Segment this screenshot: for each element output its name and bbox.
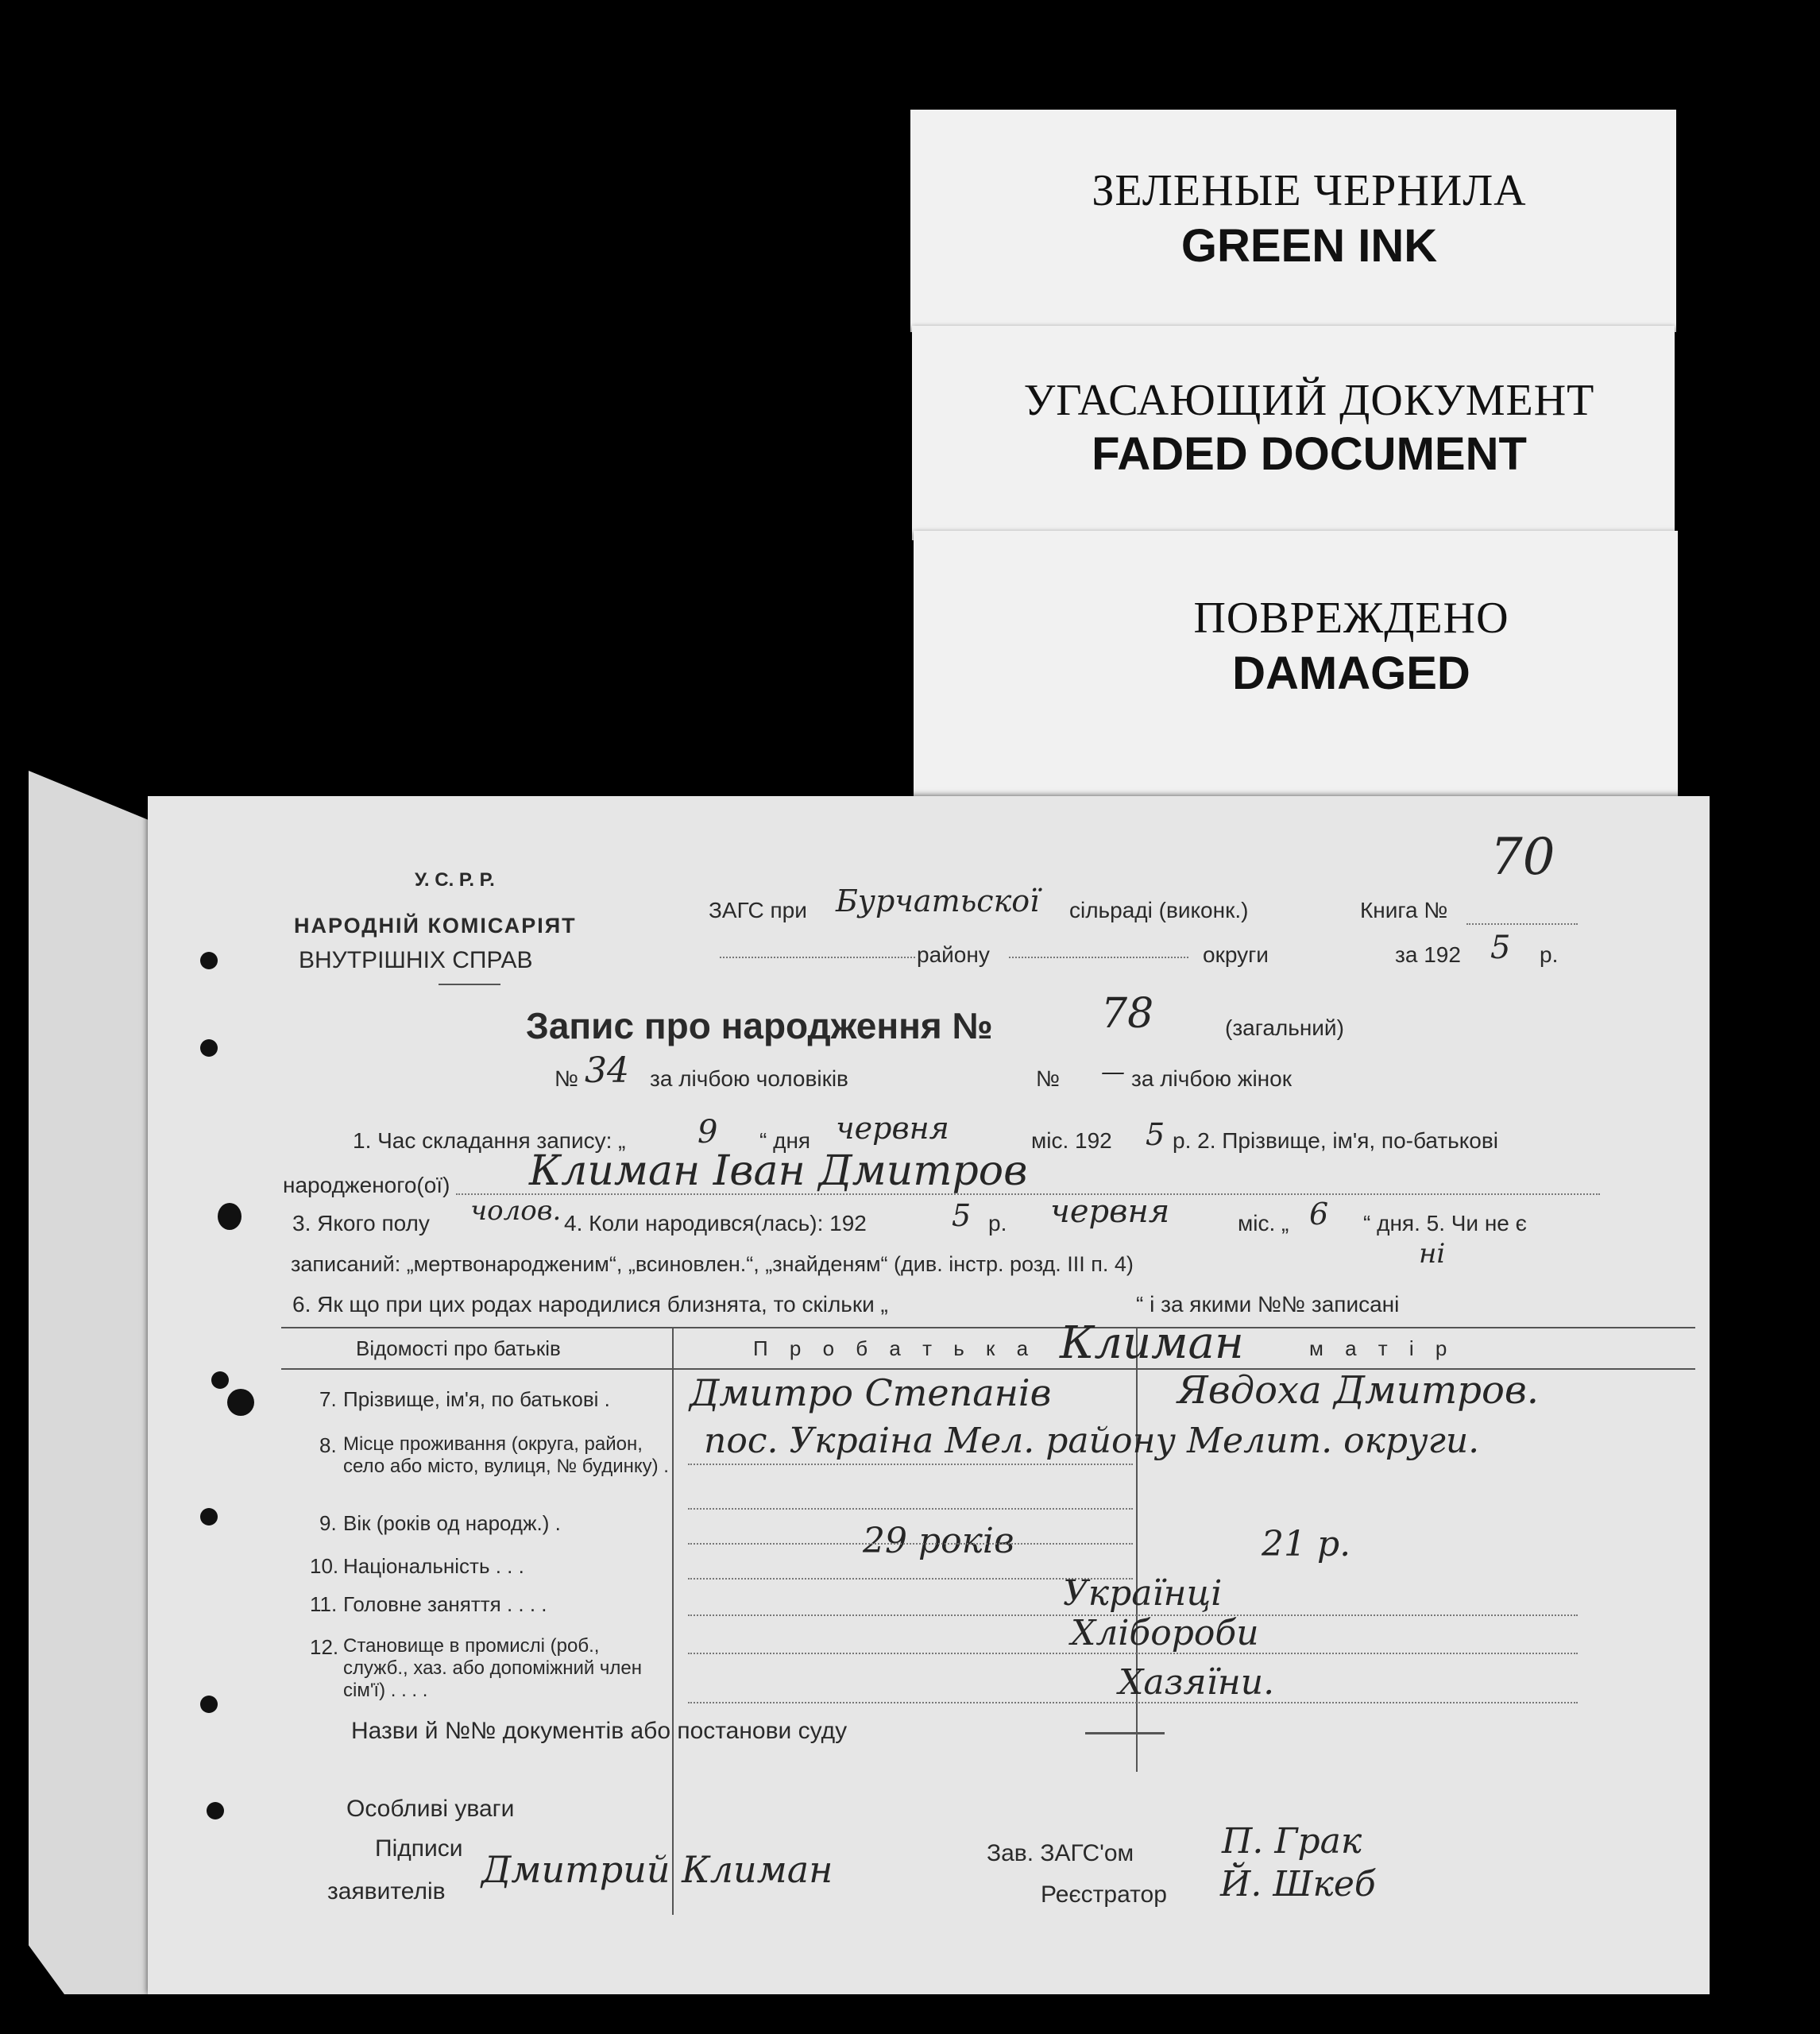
green-ink-label: [910, 110, 1676, 332]
binding-hole: [211, 1371, 229, 1389]
men-number-value: 34: [585, 1050, 629, 1091]
faded-en: FADED DOCUMENT: [1092, 428, 1527, 480]
previous-page-edge: [29, 771, 148, 1994]
nationality: Українці: [1063, 1573, 1223, 1614]
table-col-info: Відомості про батьків: [356, 1336, 561, 1360]
applicant-signature: Дмитрий Климан: [481, 1848, 833, 1891]
line1-year-label: міс. 192: [1031, 1128, 1112, 1153]
row8-label: Місце проживання (округа, район, село або місто, вулиця, № будинку) .: [343, 1433, 669, 1477]
line3-label: 3. Якого полу: [292, 1211, 430, 1235]
row11-number: 11.: [310, 1592, 338, 1616]
row10-number: 10.: [310, 1554, 339, 1578]
signatures-label-2: заявителів: [327, 1878, 446, 1904]
green-ink-ru: ЗЕЛЕНЫЕ ЧЕРНИЛА: [1092, 166, 1527, 215]
commissariat-line-2: ВНУТРІШНІХ СПРАВ: [299, 947, 533, 973]
binding-hole: [227, 1389, 254, 1416]
year-value: 5: [1490, 930, 1511, 966]
line1-day: 9: [697, 1114, 718, 1150]
faded-ru: УГАСАЮЩИЙ ДОКУМЕНТ: [1023, 376, 1595, 425]
commissariat-line-1: НАРОДНІЙ КОМІСАРІЯТ: [294, 914, 577, 938]
damaged-en: DAMAGED: [1232, 648, 1470, 699]
line1-tail: р. 2. Прізвище, ім'я, по-батькові: [1173, 1128, 1498, 1153]
row9-number: 9.: [319, 1511, 337, 1535]
row12-number: 12.: [310, 1635, 339, 1659]
year-suffix: р.: [1540, 942, 1559, 967]
occupation: Хлібороби: [1071, 1613, 1259, 1653]
registrar-label: Реєстратор: [1041, 1881, 1167, 1908]
row7-number: 7.: [319, 1387, 337, 1411]
record-general: (загальний): [1225, 1015, 1344, 1040]
zav-signature: П. Грак: [1222, 1821, 1362, 1862]
table-col-father: П р о б а т ь к а: [753, 1336, 1037, 1360]
table-col-mother: м а т і р: [1309, 1336, 1455, 1360]
birth-year: 5: [952, 1198, 972, 1233]
zags-prefix: ЗАГС при: [709, 898, 807, 922]
docs-label: Назви й №№ документів або постанови суду: [351, 1718, 848, 1744]
line5-tail: “ і за якими №№ записані: [1136, 1292, 1400, 1317]
mother-age: 21 р.: [1262, 1524, 1351, 1564]
father-age: 29 років: [863, 1521, 1014, 1561]
damaged-ru: ПОВРЕЖДЕНО: [1193, 594, 1509, 643]
child-name: Климан Іван Дмитров: [529, 1147, 1028, 1195]
year-prefix: за 192: [1395, 942, 1461, 967]
line1-label: 1. Час складання запису: „: [353, 1128, 626, 1153]
line4-value: ні: [1419, 1238, 1446, 1270]
line2-label: народженого(ої): [283, 1173, 450, 1197]
row11-label: Головне заняття . . . .: [343, 1592, 547, 1616]
green-ink-en: GREEN INK: [1180, 220, 1438, 272]
line3-tail: “ дня. 5. Чи не є: [1363, 1211, 1527, 1235]
women-number-prefix: №: [1036, 1066, 1061, 1091]
binding-hole: [200, 1696, 218, 1713]
signatures-label-1: Підписи: [375, 1835, 463, 1862]
line3-month-suffix: міс. „: [1238, 1211, 1289, 1235]
line1-day-suffix: “ дня: [759, 1128, 811, 1153]
row8-number: 8.: [319, 1433, 337, 1457]
birth-day: 6: [1309, 1197, 1329, 1232]
row7-label: Прізвище, ім'я, по батькові .: [343, 1387, 610, 1411]
birth-month: червня: [1050, 1193, 1170, 1230]
birth-record-form: [148, 796, 1710, 1994]
child-sex: чолов.: [470, 1195, 562, 1227]
selradi-label: сільраді (виконк.): [1069, 898, 1249, 922]
line3-birth-label: 4. Коли народився(лась): 192: [564, 1211, 867, 1235]
women-number-value: —: [1101, 1058, 1125, 1086]
women-number-label: за лічбою жінок: [1131, 1066, 1292, 1091]
men-number-label: за лічбою чоловіків: [650, 1066, 848, 1091]
kniga-label: Книга №: [1360, 898, 1448, 922]
row10-label: Національність . . .: [343, 1554, 524, 1578]
damaged-label: [914, 531, 1678, 798]
mother-name: Явдоха Дмитров.: [1177, 1368, 1540, 1413]
rayonu-label: району: [917, 942, 990, 967]
line1-year: 5: [1146, 1117, 1165, 1152]
registrar-signature: Й. Шкеб: [1220, 1864, 1376, 1904]
line5-label: 6. Як що при цих родах народилися близнята, то скільки „: [292, 1292, 888, 1317]
binding-hole: [218, 1203, 242, 1230]
ussr-header: У. С. Р. Р.: [415, 869, 495, 891]
binding-hole: [200, 1039, 218, 1057]
zav-label: Зав. ЗАГС'ом: [987, 1840, 1134, 1866]
kniga-value: 70: [1490, 828, 1555, 887]
parents-surname: Климан: [1060, 1317, 1244, 1369]
faded-document-label: [912, 326, 1675, 540]
men-number-prefix: №: [555, 1066, 579, 1091]
binding-hole: [200, 952, 218, 969]
line4-label: записаний: „мертвонародженим“, „всиновлен.“, „знайденям“ (див. інстр. розд. III п. 4): [291, 1252, 1134, 1276]
notes-label: Особливі уваги: [346, 1796, 515, 1822]
okrugi-label: округи: [1203, 942, 1269, 967]
record-number: 78: [1101, 990, 1154, 1038]
record-title: Запис про народження №: [526, 1005, 993, 1046]
line3-year-suffix: р.: [988, 1211, 1007, 1235]
father-name: Дмитро Степанів: [690, 1371, 1052, 1414]
binding-hole: [200, 1508, 218, 1526]
status-in-industry: Хазяїни.: [1119, 1662, 1275, 1703]
zags-value: Бурчатьскої: [836, 884, 1040, 918]
residence: пос. Украіна Мел. району Мелит. округи.: [704, 1421, 1480, 1461]
line1-month: червня: [836, 1111, 949, 1146]
row9-label: Вік (років од народж.) .: [343, 1511, 561, 1535]
binding-hole: [207, 1802, 224, 1819]
row12-label: Становище в промислі (роб., служб., хаз. або допоміжний член сім'ї) . . . .: [343, 1635, 643, 1701]
